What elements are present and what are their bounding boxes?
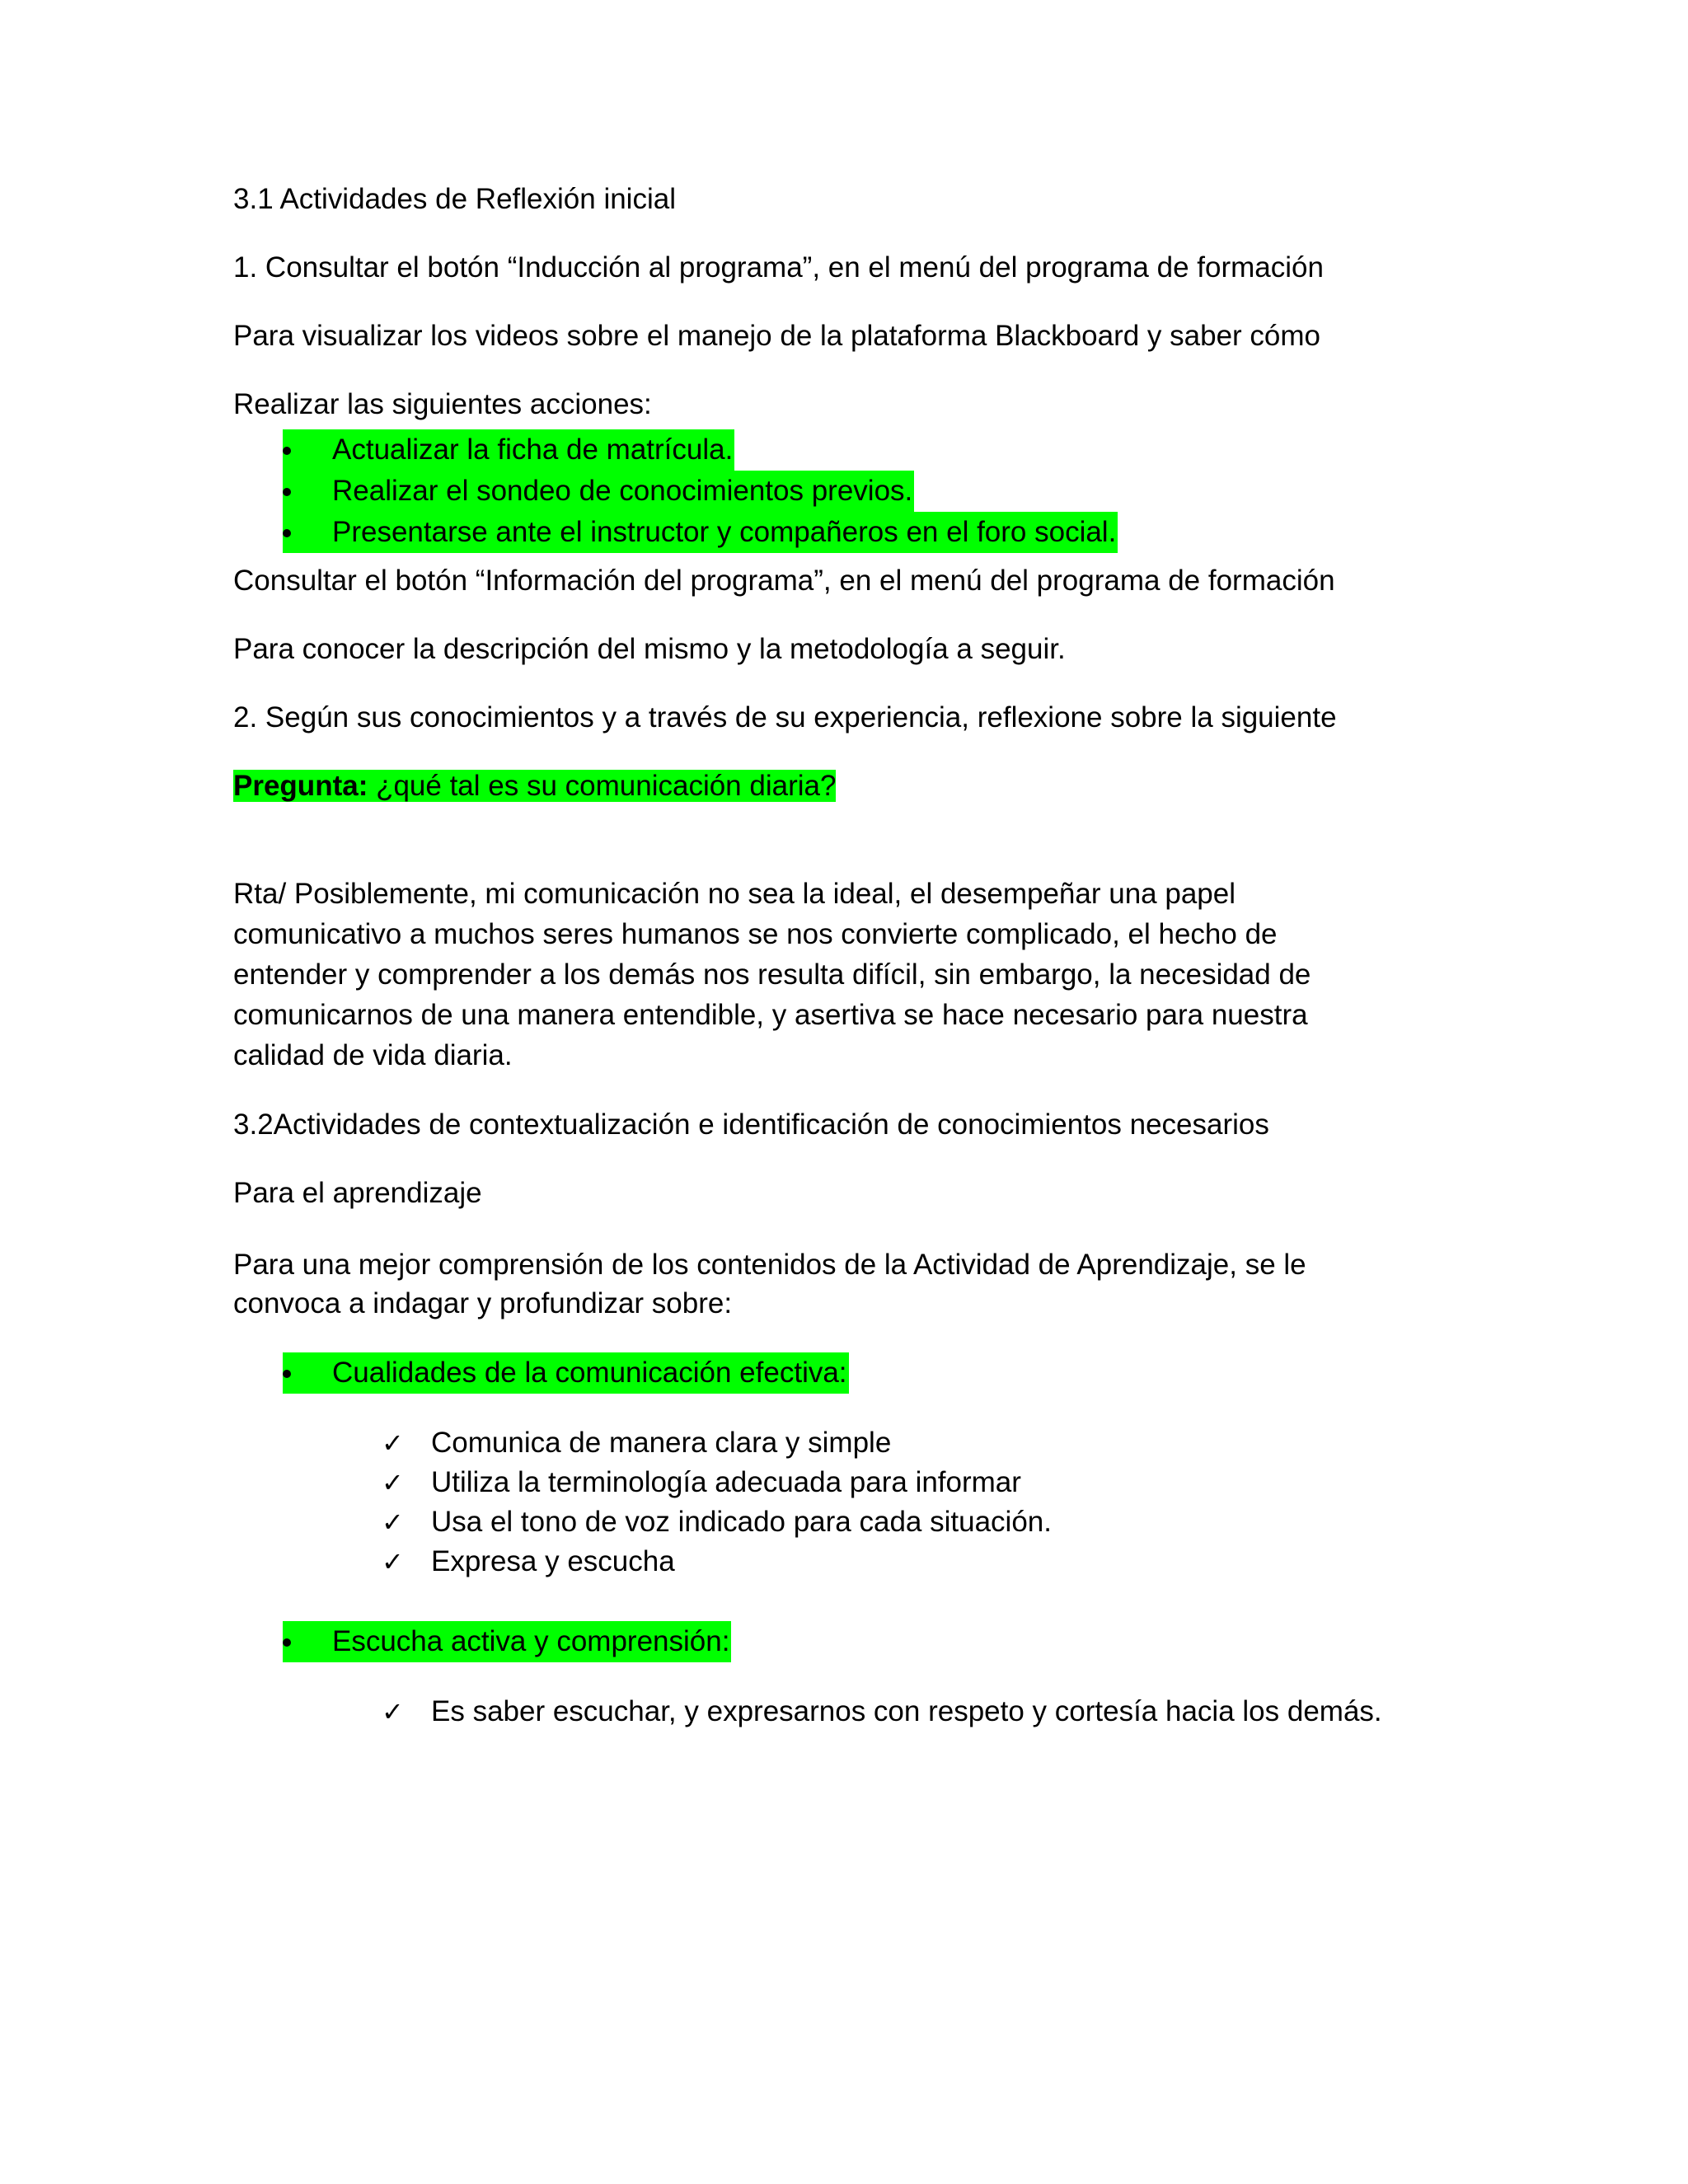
intro-paragraph xyxy=(233,1245,1470,1323)
highlight xyxy=(233,770,836,802)
topic-list xyxy=(233,1352,1470,1394)
list-item: ✓ Usa el tono de voz indicado para cada situación. xyxy=(382,1502,1470,1542)
check-icon: ✓ xyxy=(382,1696,404,1727)
actions-list xyxy=(233,429,1470,553)
bullet-icon xyxy=(283,488,291,496)
check-icon: ✓ xyxy=(382,1427,404,1459)
heading-contextualizacion: 3.2Actividades de contextualización e identificación de conocimientos necesarios xyxy=(233,1108,1269,1141)
intro-line: convoca a indagar y profundizar sobre: xyxy=(233,1287,733,1319)
answer-paragraph xyxy=(233,874,1470,1076)
bullet-icon xyxy=(283,529,291,537)
check-icon: ✓ xyxy=(382,1546,404,1577)
instruction-line: Para visualizar los videos sobre el manejo de la plataforma Blackboard y saber cómo xyxy=(233,320,1320,352)
question xyxy=(233,770,1470,803)
instruction-line: 2. Según sus conocimientos y a través de su experiencia, reflexione sobre la siguiente xyxy=(233,701,1337,733)
highlight: Cualidades de la comunicación efectiva: xyxy=(283,1352,849,1394)
list-item xyxy=(283,1352,1470,1394)
highlight: Realizar el sondeo de conocimientos previos. xyxy=(283,471,914,512)
instruction-line: 1. Consultar el botón “Inducción al programa”, en el menú del programa de formación xyxy=(233,251,1324,284)
list-item xyxy=(283,471,1470,512)
list-item: ✓ Es saber escuchar, y expresarnos con respeto y cortesía hacia los demás. xyxy=(382,1692,1470,1732)
answer-line: comunicativo a muchos seres humanos se nos convierte complicado, el hecho de xyxy=(233,918,1278,950)
topic-1-checklist xyxy=(233,1423,1470,1582)
instruction-line: Consultar el botón “Información del programa”, en el menú del programa de formación xyxy=(233,565,1335,597)
heading-reflexion-inicial: 3.1 Actividades de Reflexión inicial xyxy=(233,183,676,215)
instruction-line: Para el aprendizaje xyxy=(233,1177,482,1209)
question-text: ¿qué tal es su comunicación diaria? xyxy=(368,770,837,802)
topic-2-checklist xyxy=(233,1692,1470,1732)
question-label: Pregunta: xyxy=(233,770,368,802)
list-item xyxy=(283,512,1470,553)
list-item xyxy=(283,1621,1470,1662)
check-icon: ✓ xyxy=(382,1507,404,1538)
highlight: Presentarse ante el instructor y compañeros en el foro social. xyxy=(283,512,1118,553)
answer-line: Rta/ Posiblemente, mi comunicación no sea la ideal, el desempeñar una papel xyxy=(233,878,1236,910)
list-item: ✓ Comunica de manera clara y simple xyxy=(382,1423,1470,1463)
check-icon: ✓ xyxy=(382,1467,404,1498)
list-item xyxy=(283,429,1470,471)
answer-line: calidad de vida diaria. xyxy=(233,1039,513,1071)
intro-line: Para una mejor comprensión de los contenidos de la Actividad de Aprendizaje, se le xyxy=(233,1249,1306,1281)
highlight: Actualizar la ficha de matrícula. xyxy=(283,429,734,471)
bullet-icon xyxy=(283,1370,291,1378)
instruction-line: Realizar las siguientes acciones: xyxy=(233,388,652,420)
list-item: ✓ Expresa y escucha xyxy=(382,1542,1470,1582)
bullet-icon xyxy=(283,1638,291,1647)
topic-list xyxy=(233,1621,1470,1662)
highlight: Escucha activa y comprensión: xyxy=(283,1621,731,1662)
list-item: ✓ Utiliza la terminología adecuada para informar xyxy=(382,1463,1470,1502)
bullet-icon xyxy=(283,447,291,455)
document-body xyxy=(233,183,1470,1732)
instruction-line: Para conocer la descripción del mismo y la metodología a seguir. xyxy=(233,633,1066,665)
answer-line: comunicarnos de una manera entendible, y asertiva se hace necesario para nuestra xyxy=(233,999,1308,1031)
answer-line: entender y comprender a los demás nos resulta difícil, sin embargo, la necesidad de xyxy=(233,958,1311,991)
